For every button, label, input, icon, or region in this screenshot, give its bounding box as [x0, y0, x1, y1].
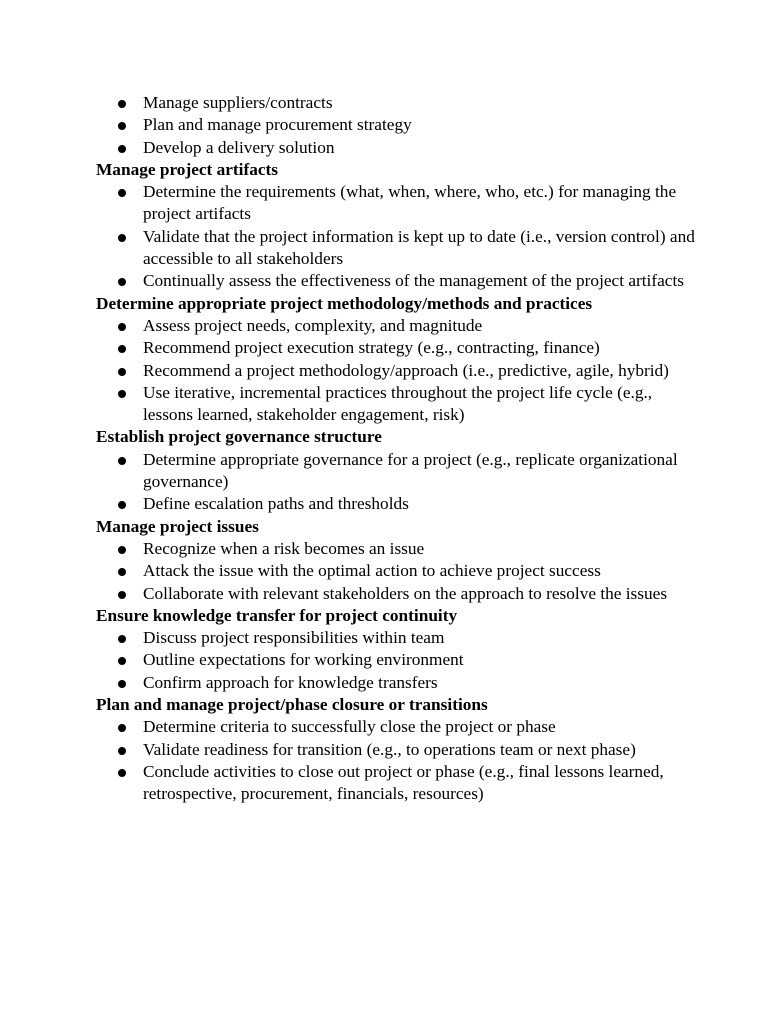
bullet-icon [118, 769, 126, 777]
bullet-icon [118, 724, 126, 732]
bullet-icon [118, 189, 126, 197]
list-item: Continually assess the effectiveness of the management of the project artifacts [96, 270, 696, 292]
bullet-icon [118, 234, 126, 242]
bullet-icon [118, 145, 126, 153]
bullet-icon [118, 657, 126, 665]
section-heading-methodology: Determine appropriate project methodology/methods and practices [96, 293, 593, 313]
list-item: Plan and manage procurement strategy [96, 114, 696, 136]
section-heading-knowledge-transfer: Ensure knowledge transfer for project continuity [96, 605, 458, 625]
list-item: Conclude activities to close out project or phase (e.g., final lessons learned, retrospective, procurement, financials, resources) [96, 761, 696, 806]
list-item: Validate readiness for transition (e.g., to operations team or next phase) [96, 739, 696, 761]
bullet-icon [118, 591, 126, 599]
section-heading-issues: Manage project issues [96, 516, 259, 536]
list-item: Assess project needs, complexity, and magnitude [96, 315, 696, 337]
bullet-icon [118, 457, 126, 465]
bullet-icon [118, 635, 126, 643]
list-item: Determine the requirements (what, when, where, who, etc.) for managing the project artifacts [96, 181, 696, 226]
bullet-icon [118, 278, 126, 286]
list-item: Confirm approach for knowledge transfers [96, 672, 696, 694]
bullet-icon [118, 501, 126, 509]
section-4-list [96, 538, 696, 605]
section-1-list [96, 181, 696, 292]
list-item: Outline expectations for working environment [96, 649, 696, 671]
bullet-icon [118, 546, 126, 554]
bullet-icon [118, 680, 126, 688]
list-item: Validate that the project information is kept up to date (i.e., version control) and accessible to all stakeholders [96, 226, 696, 271]
bullet-icon [118, 368, 126, 376]
section-5-list [96, 627, 696, 694]
section-heading-closure: Plan and manage project/phase closure or transitions [96, 695, 488, 715]
list-item: Develop a delivery solution [96, 137, 696, 159]
bullet-icon [118, 122, 126, 130]
bullet-icon [118, 100, 126, 108]
section-3-list [96, 449, 696, 516]
bullet-icon [118, 323, 126, 331]
list-item: Recognize when a risk becomes an issue [96, 538, 696, 560]
list-item: Use iterative, incremental practices throughout the project life cycle (e.g., lessons learned, stakeholder engagement, risk) [96, 382, 696, 427]
section-0-list [96, 92, 696, 159]
bullet-icon [118, 568, 126, 576]
section-heading-manage-project-artifacts: Manage project artifacts [96, 159, 279, 179]
list-item: Discuss project responsibilities within team [96, 627, 696, 649]
list-item: Recommend project execution strategy (e.g., contracting, finance) [96, 337, 696, 359]
document-content [96, 92, 696, 806]
list-item: Attack the issue with the optimal action to achieve project success [96, 560, 696, 582]
list-item: Recommend a project methodology/approach (i.e., predictive, agile, hybrid) [96, 360, 696, 382]
bullet-icon [118, 390, 126, 398]
section-2-list [96, 315, 696, 426]
list-item: Determine appropriate governance for a project (e.g., replicate organizational governance) [96, 449, 696, 494]
bullet-icon [118, 747, 126, 755]
list-item: Collaborate with relevant stakeholders on the approach to resolve the issues [96, 583, 696, 605]
bullet-icon [118, 345, 126, 353]
list-item: Determine criteria to successfully close the project or phase [96, 716, 696, 738]
section-6-list [96, 716, 696, 805]
section-heading-governance: Establish project governance structure [96, 427, 382, 447]
list-item: Manage suppliers/contracts [96, 92, 696, 114]
list-item: Define escalation paths and thresholds [96, 493, 696, 515]
